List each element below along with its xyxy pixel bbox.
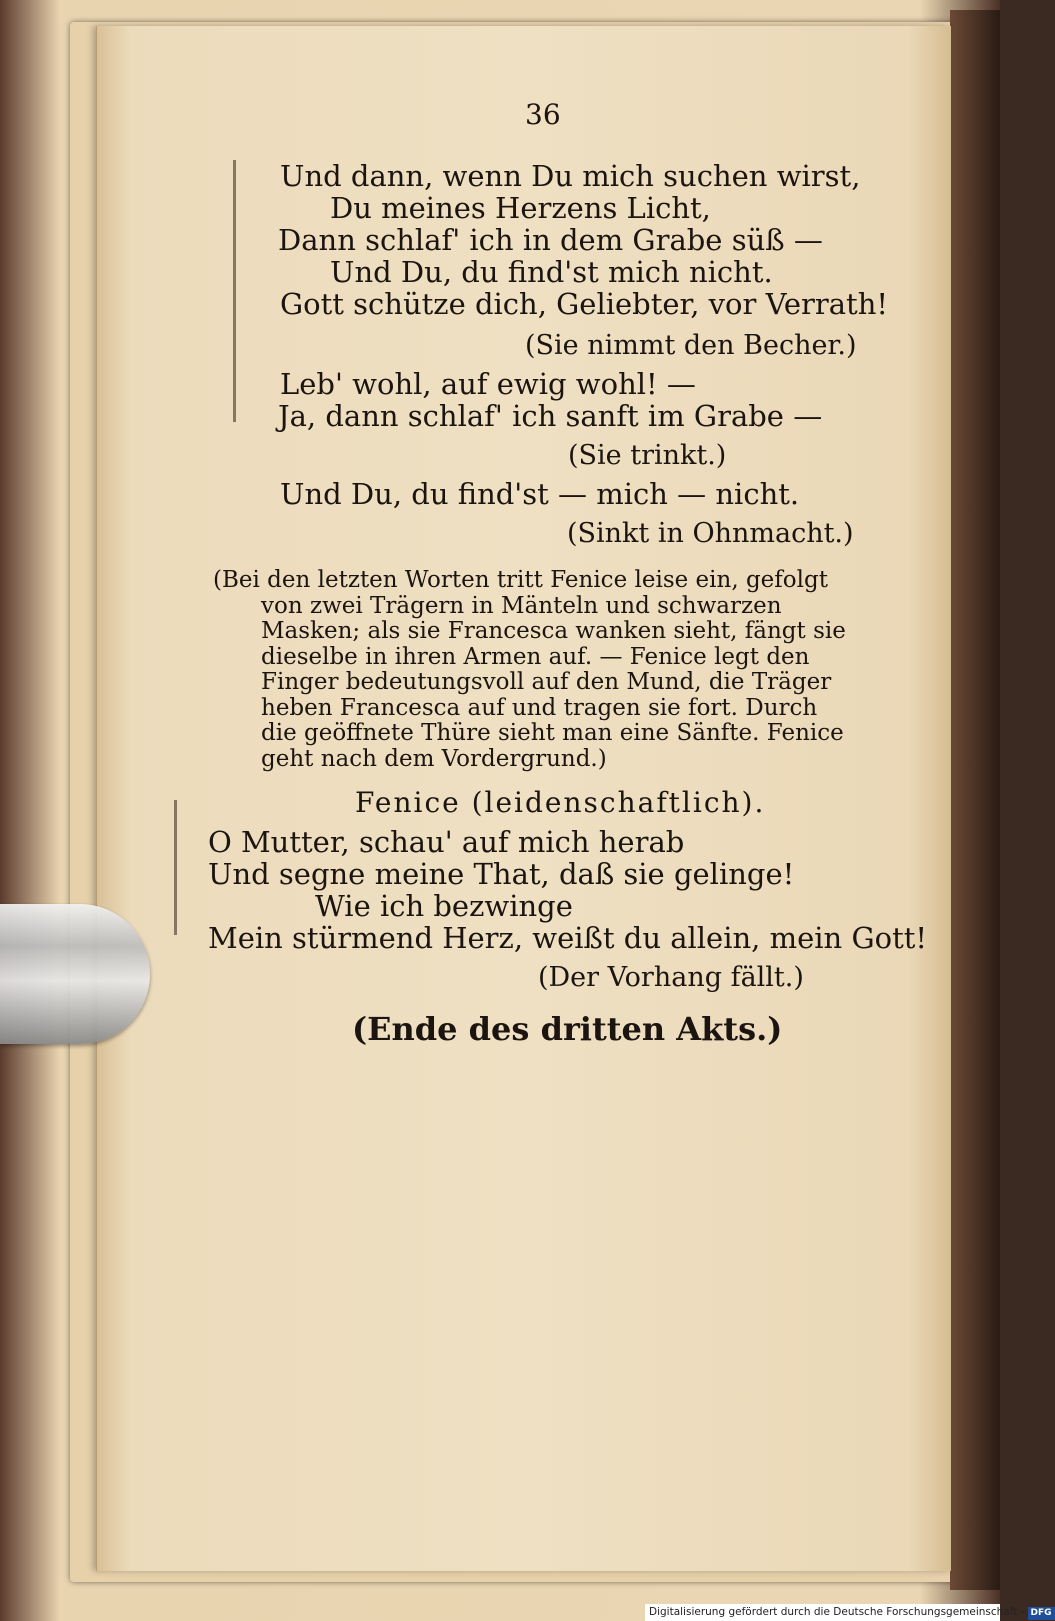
prose-line: heben Francesca auf und tragen sie fort. Durch [261, 694, 818, 721]
prose-line: die geöffnete Thüre sieht man eine Sänfte. Fenice [261, 720, 844, 746]
stage-direction-paragraph [213, 568, 853, 772]
verse-line: Leb' wohl, auf ewig wohl! — [280, 367, 696, 401]
dfg-logo: DFG [1028, 1607, 1055, 1620]
verse-line: Und Du, du find'st — mich — nicht. [280, 477, 800, 511]
margin-line [233, 160, 236, 422]
verse-line: O Mutter, schau' auf mich herab [208, 825, 685, 859]
prose-line: Finger bedeutungsvoll auf den Mund, die Träger [261, 669, 832, 695]
verse-line: Ja, dann schlaf' ich sanft im Grabe — [278, 399, 823, 433]
prose-line: dieselbe in ihren Armen auf. — Fenice legt den [261, 643, 810, 670]
verse-line: Gott schütze dich, Geliebter, vor Verrath! [280, 287, 889, 321]
prose-line: geht nach dem Vordergrund.) [261, 745, 607, 772]
prose-line: Masken; als sie Francesca wanken sieht, fängt sie [261, 618, 846, 644]
book-edge [950, 10, 1000, 1590]
margin-line [174, 800, 177, 935]
prose-line: (Bei den letzten Worten tritt Fenice leise ein, gefolgt [213, 567, 828, 593]
stage-direction: (Der Vorhang fällt.) [538, 962, 804, 993]
footer-text: Digitalisierung gefördert durch die Deutsche Forschungsgemeinschaft - [649, 1606, 1025, 1618]
show-through-text [835, 190, 945, 1380]
verse-line: Dann schlaf' ich in dem Grabe süß — [278, 223, 823, 257]
verse-line: Mein stürmend Herz, weißt du allein, mein Gott! [208, 921, 928, 955]
verse-line: Wie ich bezwinge [315, 889, 573, 923]
stage-direction: (Sinkt in Ohnmacht.) [567, 518, 854, 549]
digitization-footer [645, 1604, 1052, 1621]
prose-line: von zwei Trägern in Mänteln und schwarzen [261, 592, 782, 619]
verse-line: Und dann, wenn Du mich suchen wirst, [280, 159, 861, 193]
verse-line: Du meines Herzens Licht, [330, 191, 711, 225]
verse-line: Und Du, du find'st mich nicht. [330, 255, 773, 289]
stage-direction: (Sie nimmt den Becher.) [525, 330, 857, 361]
page-clip [0, 904, 150, 1044]
speaker-heading: Fenice (leidenschaftlich). [355, 786, 766, 819]
page-number: 36 [525, 98, 561, 131]
act-end-marker: (Ende des dritten Akts.) [352, 1010, 783, 1048]
stage-direction: (Sie trinkt.) [568, 440, 727, 471]
verse-line: Und segne meine That, daß sie gelinge! [208, 857, 795, 891]
